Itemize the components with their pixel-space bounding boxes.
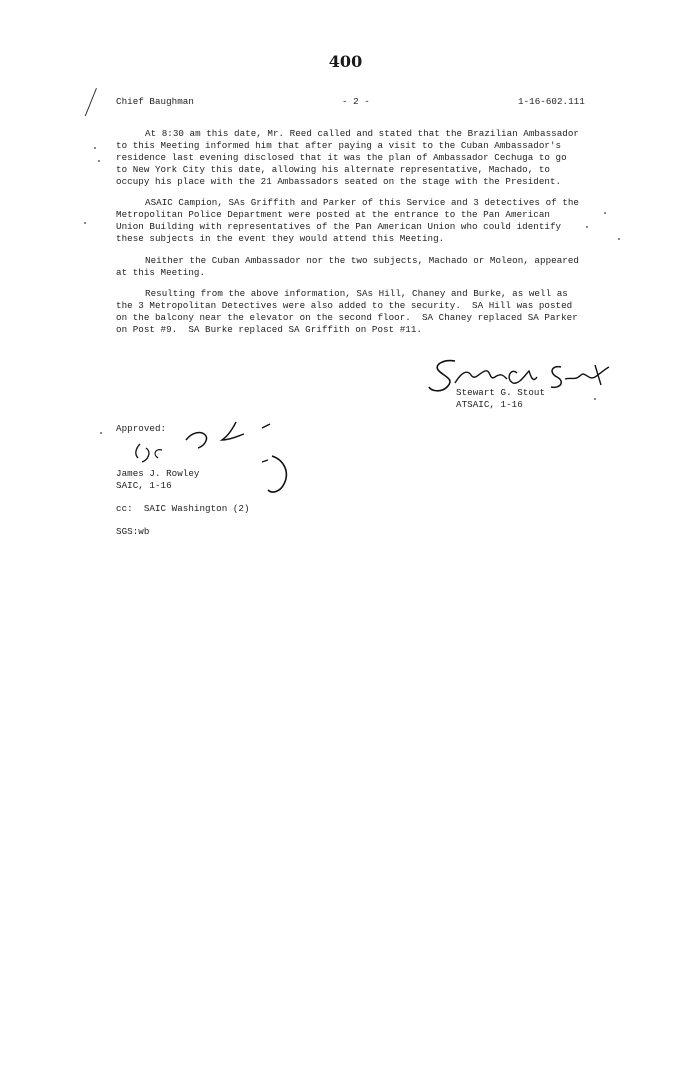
paragraph-line: ASAIC Campion, SAs Griffith and Parker of this Service and 3 detectives of the	[145, 197, 579, 208]
scan-speck	[100, 432, 102, 434]
scan-speck	[618, 238, 620, 240]
paragraph-line: these subjects in the event they would attend this Meeting.	[116, 233, 445, 244]
carbon-copy-line: cc: SAIC Washington (2)	[116, 503, 250, 514]
scan-speck	[594, 398, 596, 400]
approver-name: James J. Rowley	[116, 468, 200, 479]
scan-speck	[94, 147, 96, 149]
paragraph-line: Union Building with representatives of the Pan American Union who could identify	[116, 221, 562, 232]
scan-speck	[84, 222, 86, 224]
handwritten-slash-mark	[85, 88, 98, 117]
scan-speck	[604, 212, 606, 214]
paragraph-line: the 3 Metropolitan Detectives were also added to the security. SA Hill was posted	[116, 300, 573, 311]
memo-addressee: Chief Baughman	[116, 96, 194, 107]
paragraph-line: At 8:30 am this date, Mr. Reed called and stated that the Brazilian Ambassador	[145, 128, 579, 139]
paragraph-line: Resulting from the above information, SAs Hill, Chaney and Burke, as well as	[145, 288, 568, 299]
signatory-title: ATSAIC, 1-16	[456, 399, 523, 410]
approver-title: SAIC, 1-16	[116, 480, 172, 491]
paragraph-line: at this Meeting.	[116, 267, 206, 278]
scan-speck	[98, 160, 100, 162]
paragraph-line: Metropolitan Police Department were posted at the entrance to the Pan American	[116, 209, 550, 220]
memo-page-marker: - 2 -	[342, 96, 370, 107]
paragraph-line: Neither the Cuban Ambassador nor the two subjects, Machado or Moleon, appeared	[145, 255, 579, 266]
paragraph-line: on Post #9. SA Burke replaced SA Griffith on Post #11.	[116, 324, 422, 335]
typist-initials: SGS:wb	[116, 526, 150, 537]
approval-label: Approved:	[116, 423, 167, 434]
paragraph-line: to New York City this date, allowing his alternate representative, Machado, to	[116, 164, 550, 175]
paragraph-line: on the balcony near the elevator on the second floor. SA Chaney replaced SA Parker	[116, 312, 578, 323]
paragraph-line: residence last evening disclosed that it was the plan of Ambassador Cechuga to go	[116, 152, 567, 163]
scan-speck	[586, 226, 588, 228]
paragraph-line: to this Meeting informed him that after paying a visit to the Cuban Ambassador's	[116, 140, 562, 151]
page-number: 400	[328, 52, 363, 71]
memo-file-number: 1-16-602.111	[518, 96, 585, 107]
signatory-name: Stewart G. Stout	[456, 387, 546, 398]
paragraph-line: occupy his place with the 21 Ambassadors seated on the stage with the President.	[116, 176, 562, 187]
